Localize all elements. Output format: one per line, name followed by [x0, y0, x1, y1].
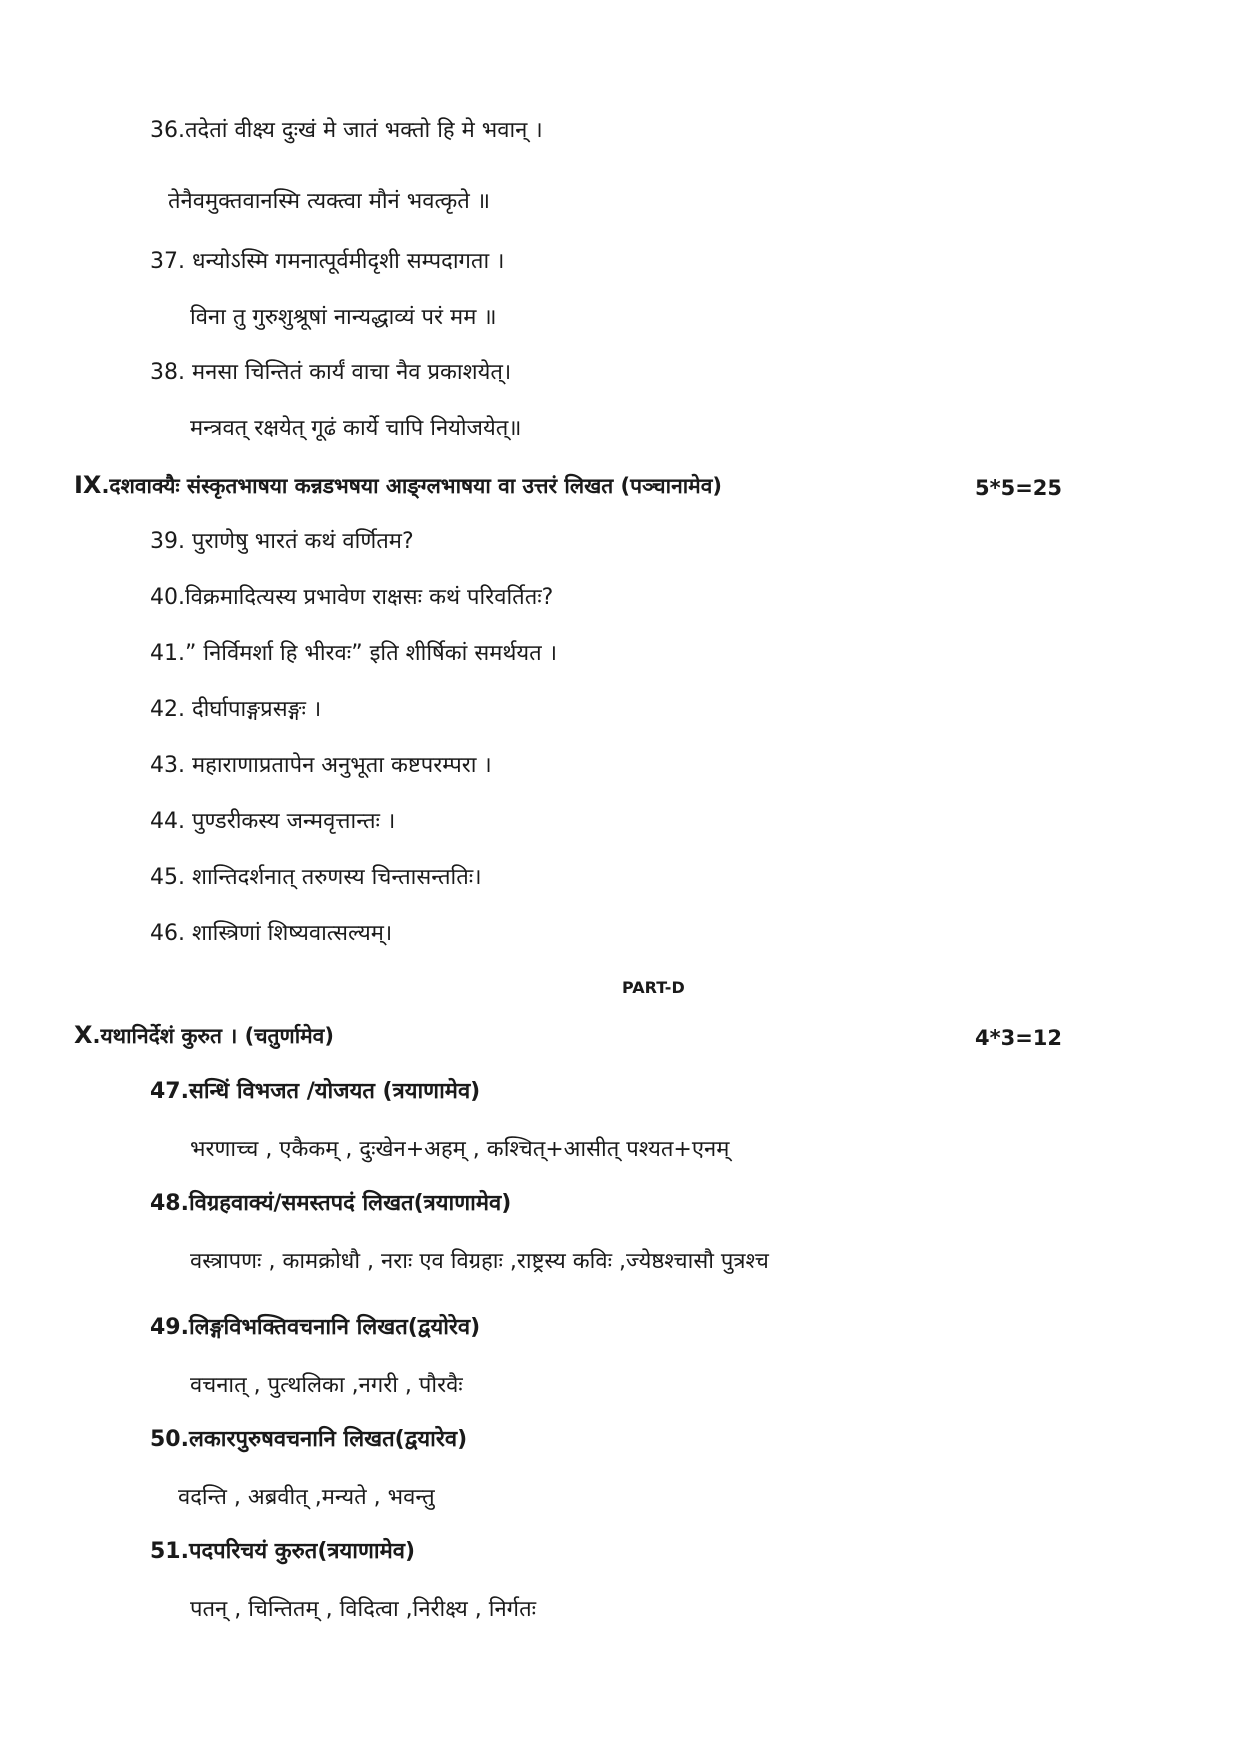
question-46: 46. शास्त्रिणां शिष्यवात्सल्यम्।	[150, 921, 393, 946]
question-48-items: वस्त्रापणः , कामक्रोधौ , नराः एव विग्रहाः ,राष्ट्रस्य कविः ,ज्येष्ठश्चासौ पुत्रश्च	[190, 1249, 769, 1274]
section-x-heading	[74, 1020, 334, 1051]
question-36-line-1: 36.तदेतां वीक्ष्य दुःखं मे जातं भक्तो हि मे भवान् ।	[150, 118, 543, 143]
section-ix-number: IX	[74, 471, 102, 499]
question-50-items: वदन्ति , अब्रवीत् ,मन्यते , भवन्तु	[178, 1485, 435, 1510]
question-49-heading: 49.लिङ्गविभक्तिवचनानि लिखत(द्वयोरेव)	[150, 1315, 481, 1340]
question-37-line-1: 37. धन्योऽस्मि गमनात्पूर्वमीदृशी सम्पदागता ।	[150, 249, 505, 274]
question-50-heading: 50.लकारपुरुषवचनानि लिखत(द्वयारेव)	[150, 1427, 468, 1452]
question-44: 44. पुण्डरीकस्य जन्मवृत्तान्तः ।	[150, 809, 396, 834]
question-51-items: पतन् , चिन्तितम् , विदित्वा ,निरीक्ष्य , निर्गतः	[190, 1597, 537, 1622]
section-x-number: X	[74, 1021, 93, 1049]
question-36-line-2: तेनैवमुक्तवानस्मि त्यक्त्वा मौनं भवत्कृते ॥	[168, 189, 491, 214]
section-ix-heading	[74, 470, 722, 501]
question-42: 42. दीर्घापाङ्गप्रसङ्गः ।	[150, 697, 322, 722]
question-48-heading: 48.विग्रहवाक्यं/समस्तपदं लिखत(त्रयाणामेव)	[150, 1191, 512, 1216]
section-x-heading-text: .यथानिर्देशं कुरुत । (चतुर्णामेव)	[92, 1024, 334, 1048]
question-47-heading: 47.सन्धिं विभजत /योजयत (त्रयाणामेव)	[150, 1079, 481, 1104]
question-49-items: वचनात् , पुत्थलिका ,नगरी , पौरवैः	[190, 1373, 463, 1398]
question-40: 40.विक्रमादित्यस्य प्रभावेण राक्षसः कथं परिवर्तितः?	[150, 585, 554, 610]
section-ix-heading-text: .दशवाक्यैः संस्कृतभाषया कन्नडभषया आङ्ग्लभाषया वा उत्तरं लिखत (पञ्चानामेव)	[101, 474, 723, 498]
question-38-line-1: 38. मनसा चिन्तितं कार्यं वाचा नैव प्रकाशयेत्।	[150, 360, 512, 385]
question-41: 41.” निर्विमर्शा हि भीरवः” इति शीर्षिकां समर्थयत ।	[150, 641, 558, 666]
question-51-heading: 51.पदपरिचयं कुरुत(त्रयाणामेव)	[150, 1539, 416, 1564]
question-38-line-2: मन्त्रवत् रक्षयेत् गूढं कार्ये चापि नियोजयेत्॥	[190, 416, 522, 441]
question-45: 45. शान्तिदर्शनात् तरुणस्य चिन्तासन्ततिः।	[150, 865, 482, 890]
question-47-items: भरणाच्च , एकैकम् , दुःखेन+अहम् , कश्चित्+आसीत् पश्यत+एनम्	[190, 1137, 730, 1162]
question-37-line-2: विना तु गुरुशुश्रूषां नान्यद्धाव्यं परं मम ॥	[190, 305, 497, 330]
section-x-marks: 4*3=12	[975, 1026, 1063, 1050]
question-43: 43. महाराणाप्रतापेन अनुभूता कष्टपरम्परा ।	[150, 753, 492, 778]
part-d-label: PART-D	[622, 978, 685, 997]
section-ix-marks: 5*5=25	[975, 476, 1063, 500]
question-39: 39. पुराणेषु भारतं कथं वर्णितम?	[150, 529, 414, 554]
